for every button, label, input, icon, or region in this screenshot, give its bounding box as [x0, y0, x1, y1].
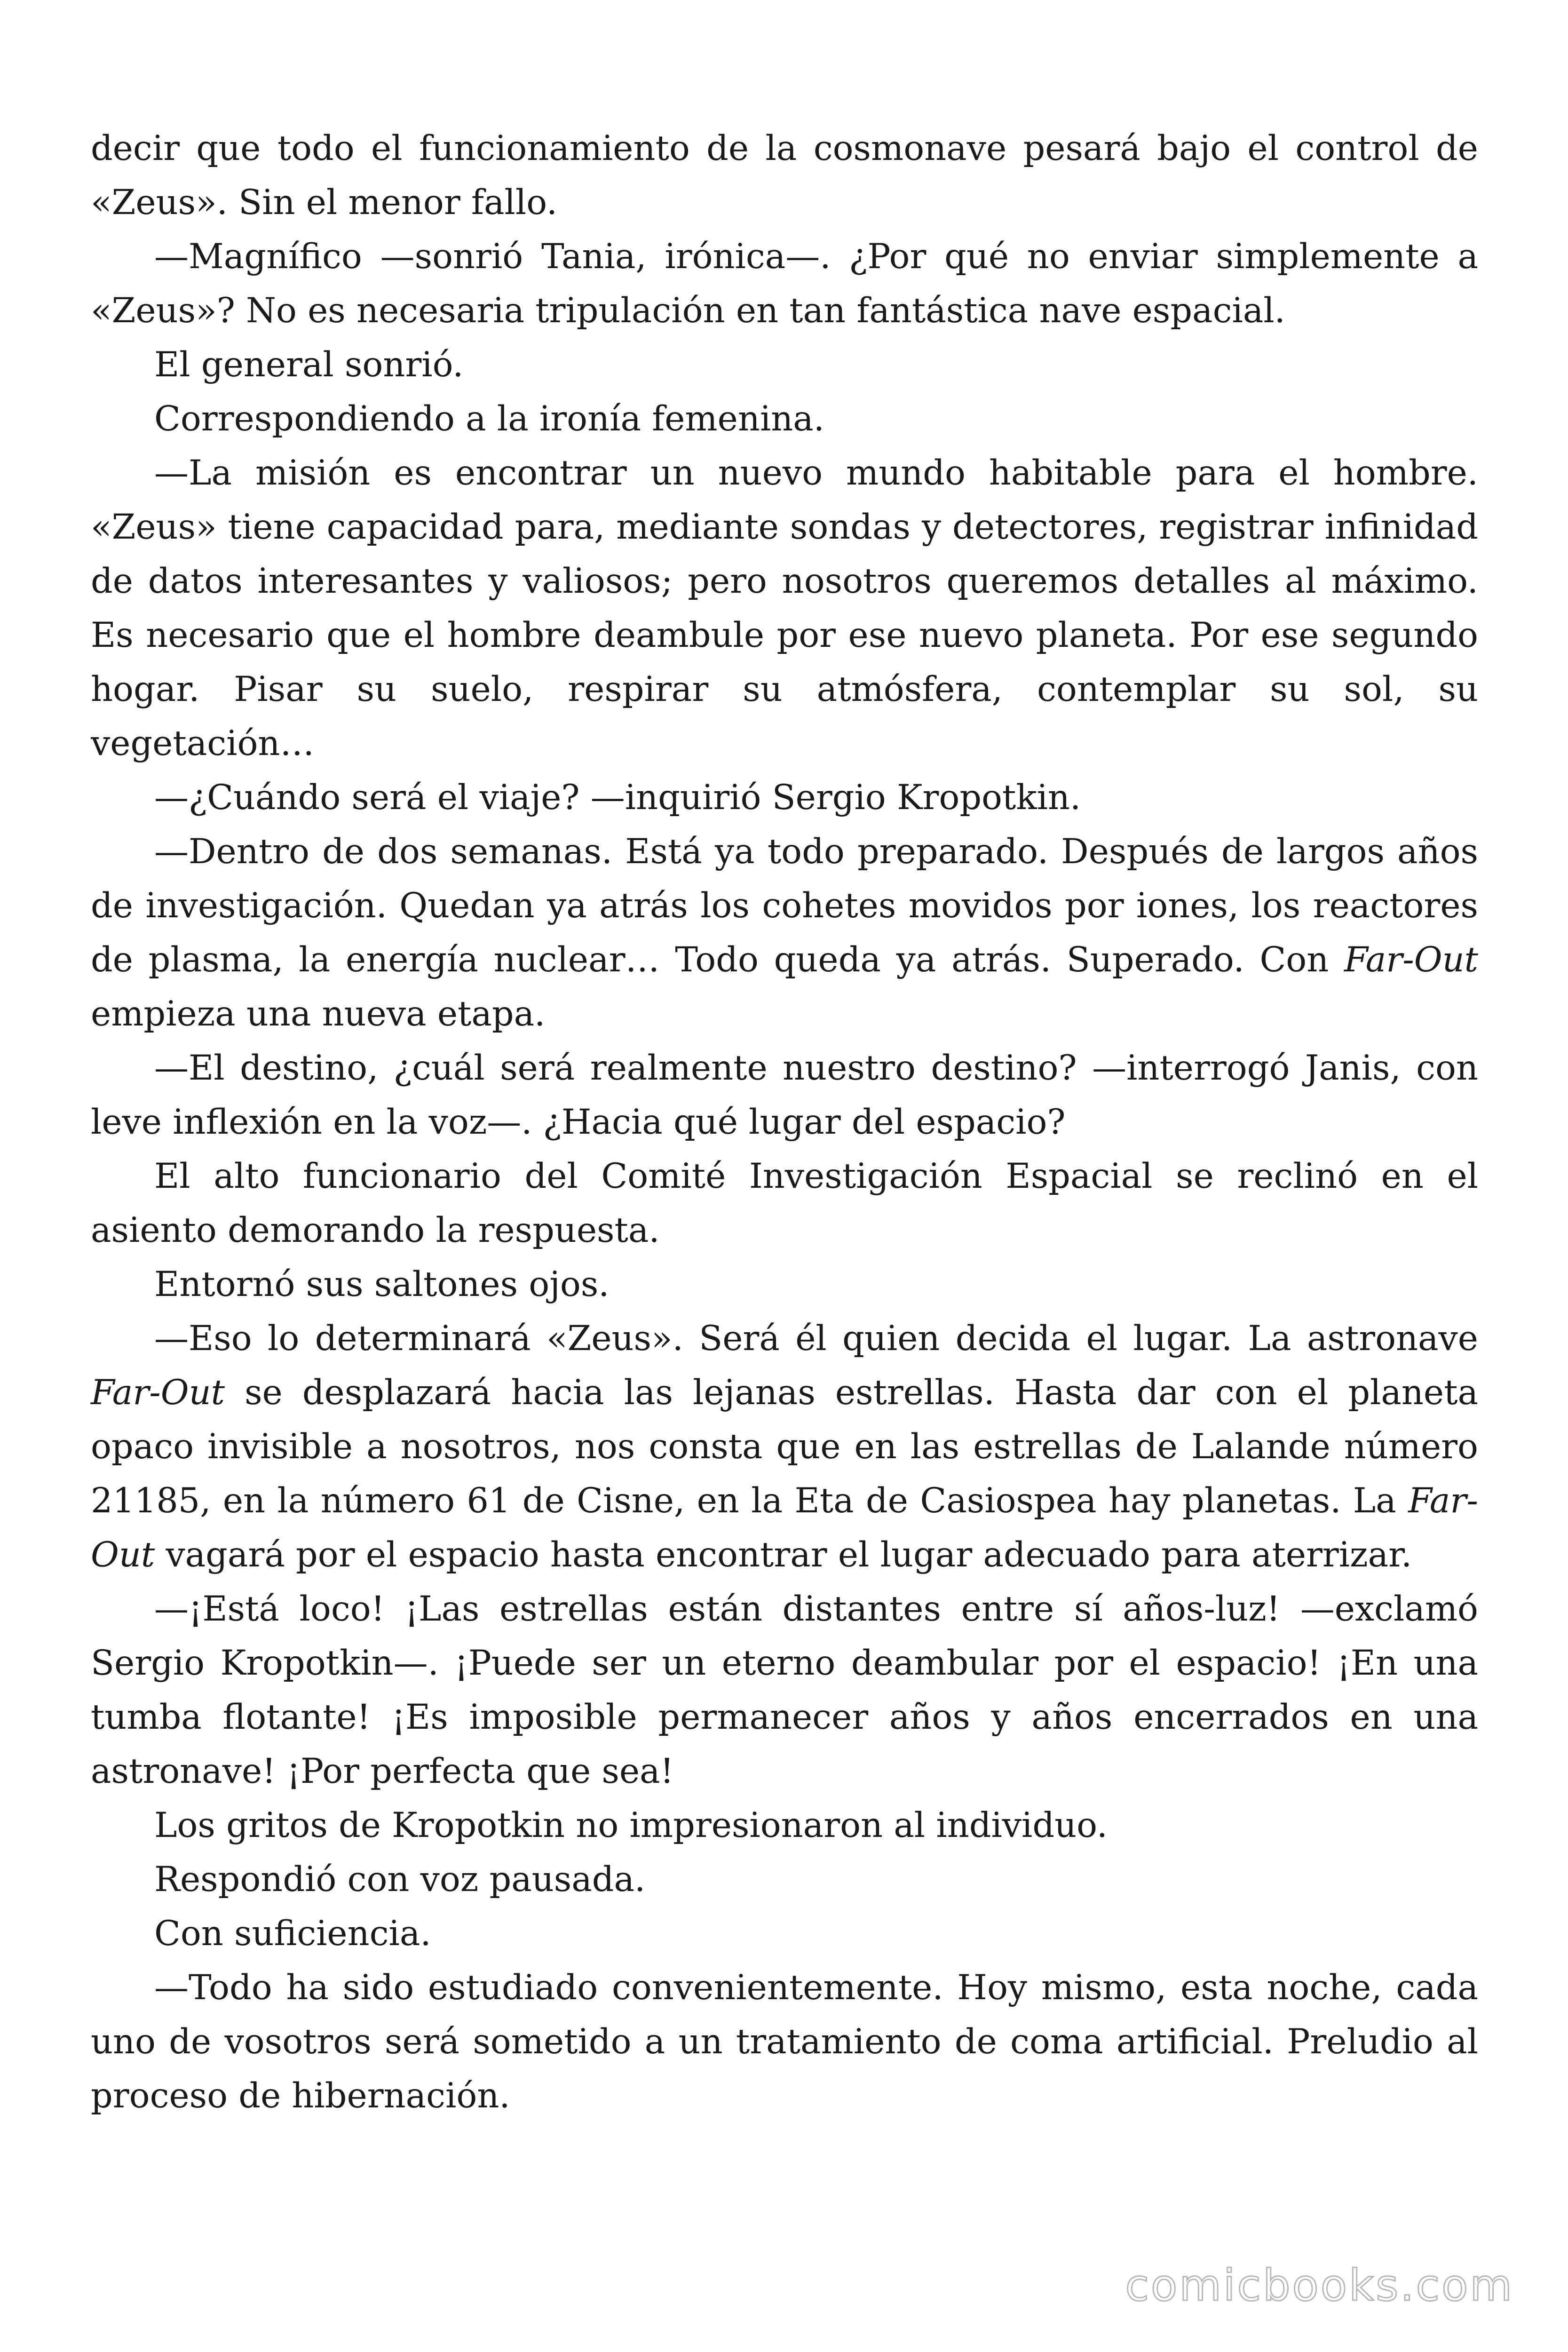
text-span: —Dentro de dos semanas. Está ya todo preparado. Después de largos años de investigación. Quedan ya atrás los cohetes movidos por iones, los reactores de plasma, la energía nuclear… Todo queda ya atrás. Superado. Con	[91, 832, 1478, 980]
text-span: Con suficiencia.	[154, 1914, 431, 1954]
paragraph	[91, 825, 1478, 1041]
paragraph	[91, 1149, 1478, 1257]
text-span: decir que todo el funcionamiento de la cosmonave pesará bajo el control de «Zeus». Sin el menor fallo.	[91, 128, 1478, 222]
paragraph	[91, 1257, 1478, 1311]
ship-name-italic: Far-Out	[1344, 940, 1478, 980]
ship-name-italic: Far-Out	[91, 1373, 225, 1413]
text-span: —Magnífico —sonrió Tania, irónica—. ¿Por qué no enviar simplemente a «Zeus»? No es necesaria tripulación en tan fantástica nave espacial.	[91, 237, 1478, 331]
text-span: —La misión es encontrar un nuevo mundo habitable para el hombre. «Zeus» tiene capacidad para, mediante sondas y detectores, registrar infinidad de datos interesantes y valiosos; pero nosotros queremos detalles al máximo. Es necesario que el hombre deambule por ese nuevo planeta. Por ese segundo hogar. Pisar su suelo, respirar su atmósfera, contemplar su sol, su vegetación…	[91, 453, 1478, 763]
text-span: —¿Cuándo será el viaje? —inquirió Sergio Kropotkin.	[154, 778, 1081, 818]
text-span: vagará por el espacio hasta encontrar el lugar adecuado para aterrizar.	[155, 1535, 1412, 1575]
text-span: empieza una nueva etapa.	[91, 994, 546, 1034]
paragraph	[91, 230, 1478, 338]
text-span: Los gritos de Kropotkin no impresionaron al individuo.	[154, 1805, 1108, 1845]
text-span: se desplazará hacia las lejanas estrellas. Hasta dar con el planeta opaco invisible a nosotros, nos consta que en las estrellas de Lalande número 21185, en la número 61 de Cisne, en la Eta de Casiospea hay planetas. La	[91, 1373, 1478, 1521]
paragraph	[91, 1907, 1478, 1961]
text-span: Entornó sus saltones ojos.	[154, 1264, 610, 1304]
page-text	[91, 121, 1478, 2123]
paragraph	[91, 446, 1478, 771]
text-span: —¡Está loco! ¡Las estrellas están distantes entre sí años-luz! —exclamó Sergio Kropotkin—. ¡Puede ser un eterno deambular por el espacio! ¡En una tumba flotante! ¡Es imposible permanecer años y años encerrados en una astronave! ¡Por perfecta que sea!	[91, 1589, 1478, 1791]
text-span: —Eso lo determinará «Zeus». Será él quien decida el lugar. La astronave	[154, 1319, 1478, 1359]
paragraph	[91, 771, 1478, 825]
text-span: Correspondiendo a la ironía femenina.	[154, 399, 824, 439]
paragraph	[91, 1961, 1478, 2123]
paragraph	[91, 1852, 1478, 1907]
paragraph	[91, 1798, 1478, 1852]
paragraph	[91, 1041, 1478, 1149]
paragraph	[91, 392, 1478, 446]
ship-name-italic: Far-Out	[91, 1481, 1478, 1575]
text-span: —Todo ha sido estudiado convenientemente. Hoy mismo, esta noche, cada uno de vosotros será sometido a un tratamiento de coma artificial. Preludio al proceso de hibernación.	[91, 1968, 1478, 2116]
paragraph	[91, 338, 1478, 392]
text-span: Respondió con voz pausada.	[154, 1859, 646, 1899]
paragraph	[91, 1311, 1478, 1582]
text-span: —El destino, ¿cuál será realmente nuestro destino? —interrogó Janis, con leve inflexión en la voz—. ¿Hacia qué lugar del espacio?	[91, 1048, 1478, 1142]
text-span: El alto funcionario del Comité Investigación Espacial se reclinó en el asiento demorando la respuesta.	[91, 1156, 1478, 1250]
text-span: El general sonrió.	[154, 345, 464, 385]
watermark: comicbooks.com	[1125, 2260, 1514, 2311]
paragraph	[91, 121, 1478, 230]
paragraph	[91, 1582, 1478, 1798]
